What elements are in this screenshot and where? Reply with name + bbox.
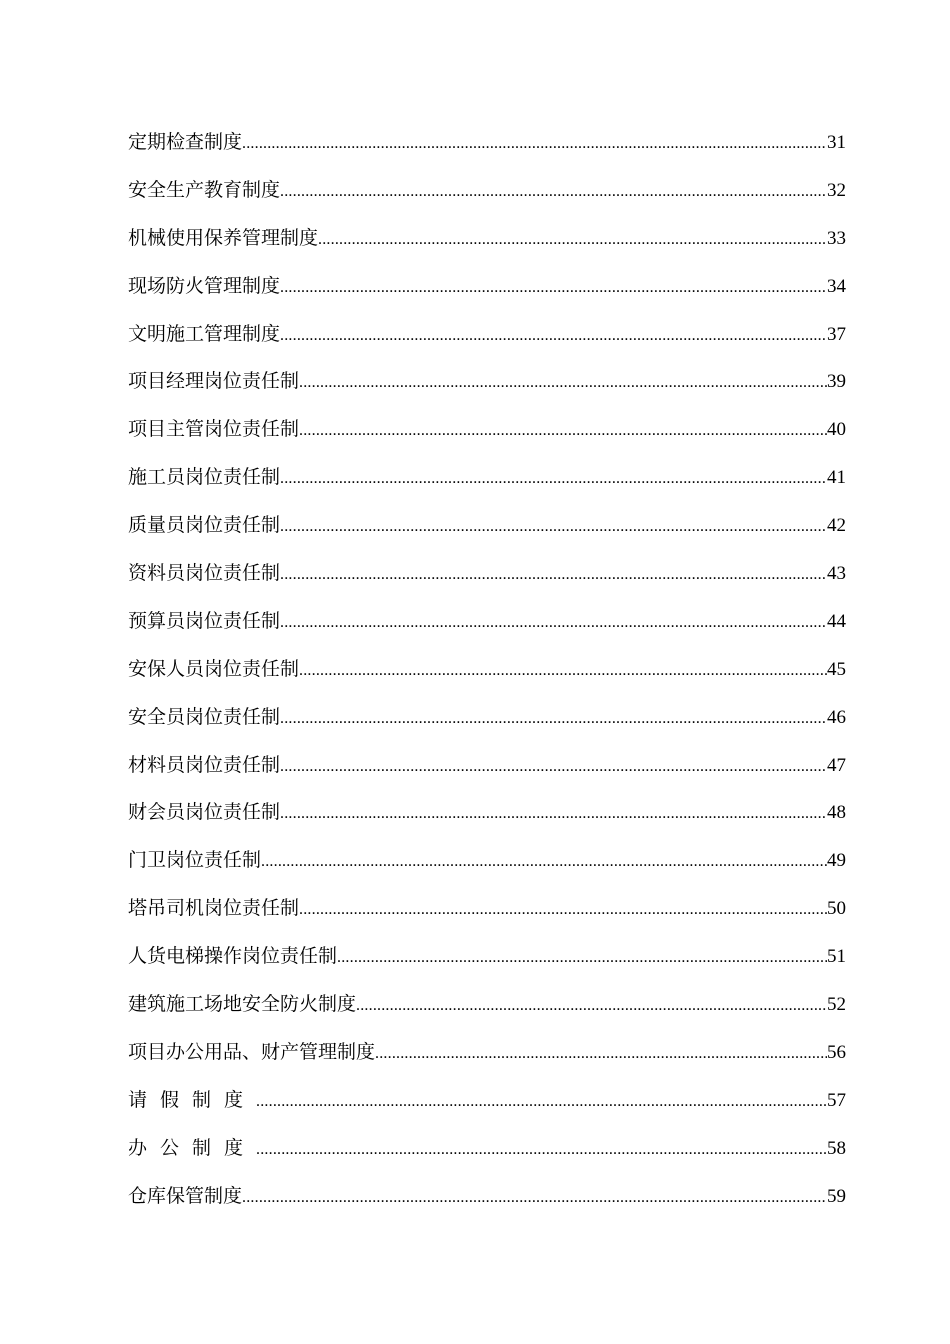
toc-entry[interactable] bbox=[128, 454, 846, 502]
toc-entry-page-number: 56 bbox=[827, 1041, 846, 1063]
toc-entry-title: 建筑施工场地安全防火制度 bbox=[128, 993, 357, 1016]
toc-entry[interactable] bbox=[128, 837, 846, 885]
toc-entry-page-number: 47 bbox=[827, 754, 846, 776]
toc-entry[interactable] bbox=[128, 1029, 846, 1077]
toc-entry-page-number: 51 bbox=[827, 946, 846, 968]
toc-entry[interactable] bbox=[128, 167, 846, 215]
toc-dot-leader bbox=[356, 982, 827, 1029]
toc-dot-leader bbox=[280, 455, 827, 502]
table-of-contents bbox=[128, 119, 846, 1220]
toc-dot-leader bbox=[242, 1174, 827, 1221]
toc-entry-page-number: 49 bbox=[827, 850, 846, 872]
toc-entry-page-number: 45 bbox=[827, 658, 846, 680]
toc-entry-title: 财会员岗位责任制 bbox=[128, 801, 281, 824]
toc-entry-page-number: 31 bbox=[827, 132, 846, 153]
toc-dot-leader bbox=[280, 503, 827, 550]
toc-entry-title: 定期检查制度 bbox=[128, 131, 243, 153]
toc-entry[interactable] bbox=[128, 263, 846, 311]
toc-entry-page-number: 52 bbox=[827, 994, 846, 1016]
toc-entry-page-number: 37 bbox=[827, 323, 846, 345]
toc-entry-page-number: 34 bbox=[827, 275, 846, 297]
toc-entry-title: 材料员岗位责任制 bbox=[128, 753, 281, 776]
toc-dot-leader bbox=[280, 695, 827, 742]
toc-entry-title: 预算员岗位责任制 bbox=[128, 609, 281, 632]
toc-entry-page-number: 48 bbox=[827, 802, 846, 824]
toc-entry-title: 安全生产教育制度 bbox=[128, 178, 281, 201]
toc-dot-leader bbox=[256, 1126, 827, 1173]
toc-entry-page-number: 39 bbox=[827, 371, 846, 393]
toc-dot-leader bbox=[280, 168, 827, 215]
toc-entry-title: 文明施工管理制度 bbox=[128, 322, 281, 345]
toc-entry[interactable] bbox=[128, 646, 846, 694]
toc-entry[interactable] bbox=[128, 933, 846, 981]
toc-entry[interactable] bbox=[128, 1125, 846, 1173]
toc-entry-page-number: 41 bbox=[827, 467, 846, 489]
toc-entry-title: 机械使用保养管理制度 bbox=[128, 226, 319, 249]
toc-dot-leader bbox=[299, 407, 827, 454]
toc-dot-leader bbox=[280, 551, 827, 598]
toc-entry[interactable] bbox=[128, 981, 846, 1029]
toc-entry-title: 项目办公用品、财产管理制度 bbox=[128, 1040, 376, 1063]
toc-dot-leader bbox=[299, 647, 827, 694]
toc-entry-title: 项目经理岗位责任制 bbox=[128, 370, 300, 393]
toc-entry-title: 质量员岗位责任制 bbox=[128, 514, 281, 537]
toc-entry-page-number: 59 bbox=[827, 1185, 846, 1207]
toc-entry[interactable] bbox=[128, 1077, 846, 1125]
toc-entry-title: 施工员岗位责任制 bbox=[128, 466, 281, 489]
toc-entry[interactable] bbox=[128, 119, 846, 167]
toc-entry-page-number: 46 bbox=[827, 706, 846, 728]
toc-entry[interactable] bbox=[128, 1173, 846, 1221]
toc-dot-leader bbox=[299, 359, 827, 406]
toc-entry-page-number: 32 bbox=[827, 179, 846, 201]
toc-entry[interactable] bbox=[128, 358, 846, 406]
toc-entry-title: 现场防火管理制度 bbox=[128, 274, 281, 297]
toc-entry-title: 安保人员岗位责任制 bbox=[128, 657, 300, 680]
toc-entry-title: 办公制度 bbox=[128, 1136, 257, 1159]
toc-entry[interactable] bbox=[128, 885, 846, 933]
toc-entry-page-number: 44 bbox=[827, 610, 846, 632]
toc-entry[interactable] bbox=[128, 598, 846, 646]
toc-entry-title: 塔吊司机岗位责任制 bbox=[128, 897, 300, 920]
toc-entry-page-number: 50 bbox=[827, 898, 846, 920]
toc-dot-leader bbox=[280, 790, 827, 837]
toc-entry[interactable] bbox=[128, 502, 846, 550]
toc-entry[interactable] bbox=[128, 311, 846, 359]
toc-entry[interactable] bbox=[128, 215, 846, 263]
toc-entry-page-number: 57 bbox=[827, 1089, 846, 1111]
toc-entry-page-number: 33 bbox=[827, 227, 846, 249]
toc-entry[interactable] bbox=[128, 694, 846, 742]
toc-entry-title: 门卫岗位责任制 bbox=[128, 849, 262, 872]
toc-dot-leader bbox=[256, 1078, 827, 1125]
toc-entry[interactable] bbox=[128, 406, 846, 454]
toc-entry-title: 仓库保管制度 bbox=[128, 1184, 243, 1207]
toc-dot-leader bbox=[280, 312, 827, 359]
toc-dot-leader bbox=[280, 743, 827, 790]
toc-dot-leader bbox=[242, 120, 827, 167]
toc-entry-title: 资料员岗位责任制 bbox=[128, 562, 281, 585]
toc-entry-page-number: 58 bbox=[827, 1137, 846, 1159]
toc-entry-page-number: 42 bbox=[827, 515, 846, 537]
toc-dot-leader bbox=[261, 838, 827, 885]
toc-dot-leader bbox=[318, 216, 827, 263]
toc-entry-page-number: 40 bbox=[827, 419, 846, 441]
toc-entry-page-number: 43 bbox=[827, 563, 846, 585]
toc-dot-leader bbox=[280, 599, 827, 646]
toc-dot-leader bbox=[299, 886, 827, 933]
toc-dot-leader bbox=[337, 934, 827, 981]
toc-entry[interactable] bbox=[128, 789, 846, 837]
toc-entry[interactable] bbox=[128, 742, 846, 790]
toc-entry-title: 人货电梯操作岗位责任制 bbox=[128, 945, 338, 968]
toc-entry-title: 请假制度 bbox=[128, 1088, 257, 1111]
toc-entry-title: 项目主管岗位责任制 bbox=[128, 418, 300, 441]
toc-dot-leader bbox=[375, 1030, 827, 1077]
toc-dot-leader bbox=[280, 264, 827, 311]
toc-entry[interactable] bbox=[128, 550, 846, 598]
toc-entry-title: 安全员岗位责任制 bbox=[128, 705, 281, 728]
